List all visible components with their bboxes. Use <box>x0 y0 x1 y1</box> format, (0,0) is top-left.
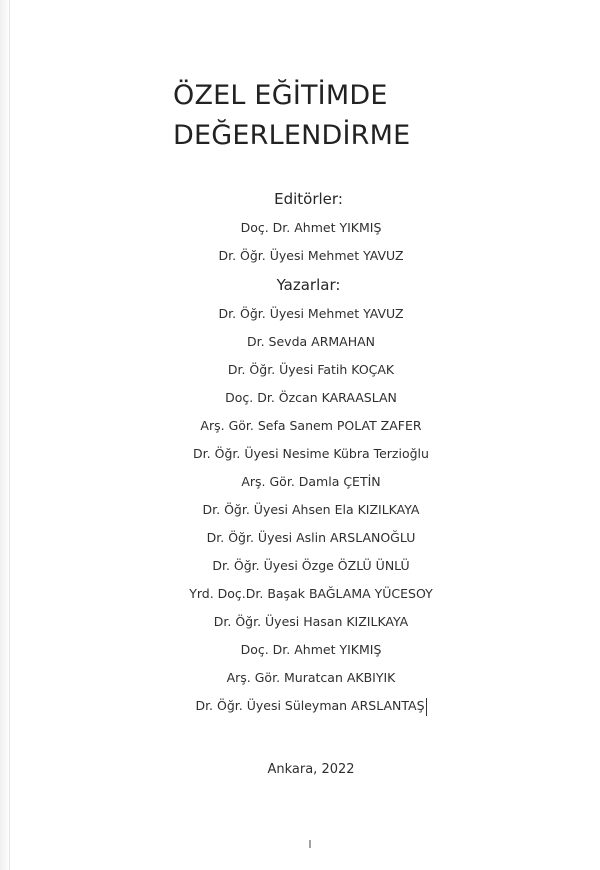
book-title-line-1: ÖZEL EĞİTİMDE <box>173 80 388 111</box>
author-name: Arş. Gör. Sefa Sanem POLAT ZAFER <box>200 418 422 433</box>
author-name: Dr. Öğr. Üyesi Nesime Kübra Terzioğlu <box>193 446 429 461</box>
editors-heading: Editörler: <box>274 190 343 208</box>
author-name: Dr. Öğr. Üyesi Aslin ARSLANOĞLU <box>206 530 416 545</box>
author-name: Arş. Gör. Damla ÇETİN <box>241 474 381 489</box>
editor-name: Dr. Öğr. Üyesi Mehmet YAVUZ <box>218 248 404 263</box>
page-number: I <box>308 838 312 851</box>
author-name: Dr. Öğr. Üyesi Fatih KOÇAK <box>227 362 395 377</box>
credits-block <box>150 184 472 720</box>
author-name: Yrd. Doç.Dr. Başak BAĞLAMA YÜCESOY <box>189 586 433 601</box>
author-name: Dr. Öğr. Üyesi Özge ÖZLÜ ÜNLÜ <box>212 558 410 573</box>
author-name-last[interactable] <box>150 692 472 720</box>
author-name: Dr. Öğr. Üyesi Süleyman ARSLANTAŞ <box>195 698 425 713</box>
author-name: Doç. Dr. Ahmet YIKMIŞ <box>240 642 382 657</box>
author-name: Arş. Gör. Muratcan AKBIYIK <box>226 670 396 685</box>
text-cursor <box>426 698 427 716</box>
author-name: Dr. Öğr. Üyesi Ahsen Ela KIZILKAYA <box>202 502 420 517</box>
page-edge <box>0 0 10 870</box>
book-title <box>173 76 410 156</box>
author-name: Dr. Öğr. Üyesi Hasan KIZILKAYA <box>213 614 409 629</box>
authors-heading: Yazarlar: <box>276 276 341 294</box>
author-name: Doç. Dr. Özcan KARAASLAN <box>225 390 397 405</box>
author-name: Dr. Sevda ARMAHAN <box>246 334 376 349</box>
author-name: Dr. Öğr. Üyesi Mehmet YAVUZ <box>218 306 404 321</box>
book-title-line-2: DEĞERLENDİRME <box>173 120 411 151</box>
editor-name: Doç. Dr. Ahmet YIKMIŞ <box>240 220 382 235</box>
place-date: Ankara, 2022 <box>267 762 355 777</box>
